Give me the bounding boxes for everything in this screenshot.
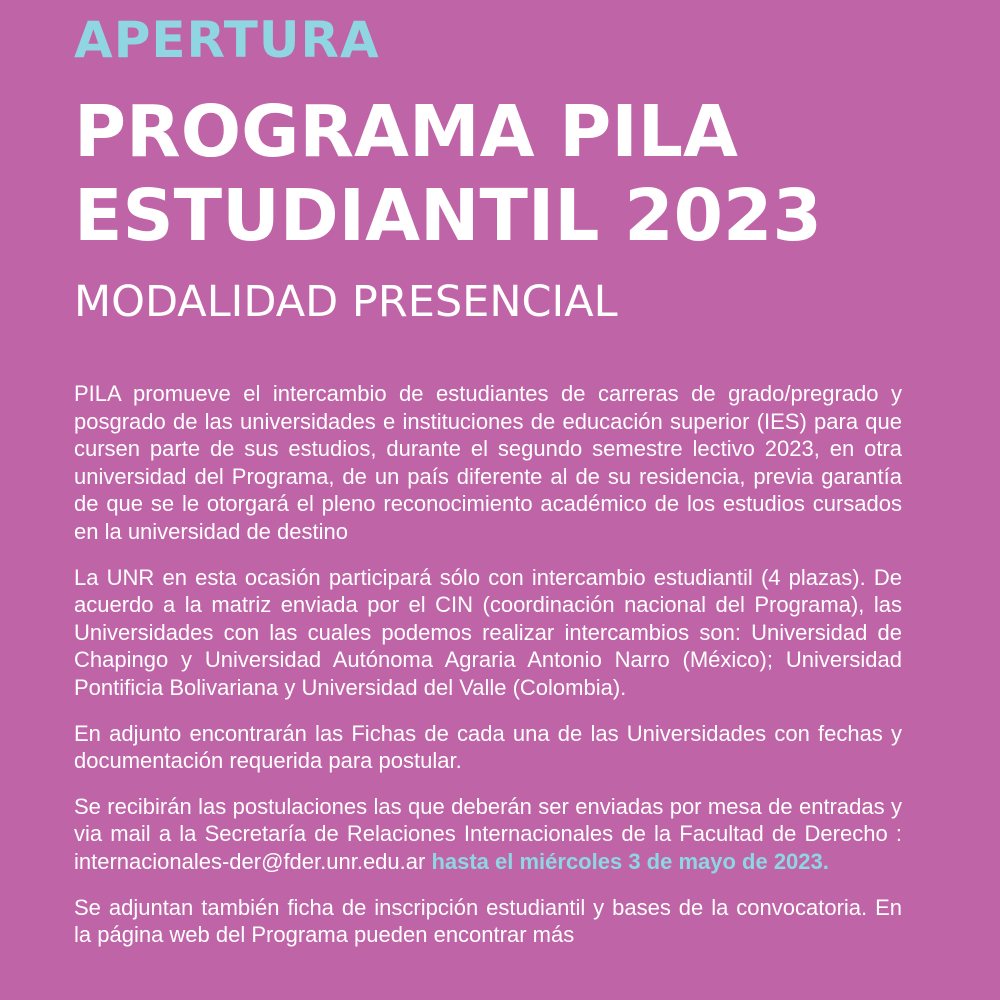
- paragraph-intro: PILA promueve el intercambio de estudiantes de carreras de grado/pregrado y posgrado de las universidades e instituciones de educación superior (IES) para que cursen parte de sus estudios, durante el segundo semestre lectivo 2023, en otra universidad del Programa, de un país diferente al de su residencia, previa garantía de que se le otorgará el pleno reconocimiento académico de los estudios cursados en la universidad de destino: [74, 381, 902, 544]
- title-line-2: ESTUDIANTIL 2023: [74, 174, 822, 257]
- subtitle-modalidad: MODALIDAD PRESENCIAL: [74, 277, 618, 327]
- page-title: [74, 90, 974, 258]
- paragraph-adjuntos: Se adjuntan también ficha de inscripción estudiantil y bases de la convocatoria. En la página web del Programa pueden encontrar más: [74, 894, 902, 948]
- kicker-apertura: APERTURA: [74, 11, 380, 69]
- paragraph-universities: La UNR en esta ocasión participará sólo con intercambio estudiantil (4 plazas). De acuerdo a la matriz enviada por el CIN (coordinación nacional del Programa), las Universidades con las cuales podemos realizar intercambios son: Universidad de Chapingo y Universidad Autónoma Agraria Antonio Narro (México); Universidad Pontificia Bolivariana y Universidad del Valle (Colombia).: [74, 564, 902, 700]
- deadline-highlight: hasta el miércoles 3 de mayo de 2023.: [431, 848, 829, 874]
- paragraph-fichas: En adjunto encontrarán las Fichas de cada una de las Universidades con fechas y documentación requerida para postular.: [74, 720, 902, 774]
- postulaciones-text: Se recibirán las postulaciones las que deberán ser enviadas por mesa de entradas y via mail a la Secretaría de Relaciones Internacionales de la Facultad de Derecho : internacionales-der@fder.unr.edu.ar: [74, 793, 902, 874]
- paragraph-postulaciones: [74, 793, 902, 876]
- title-line-1: PROGRAMA PILA: [74, 90, 738, 173]
- body-text: [74, 380, 902, 967]
